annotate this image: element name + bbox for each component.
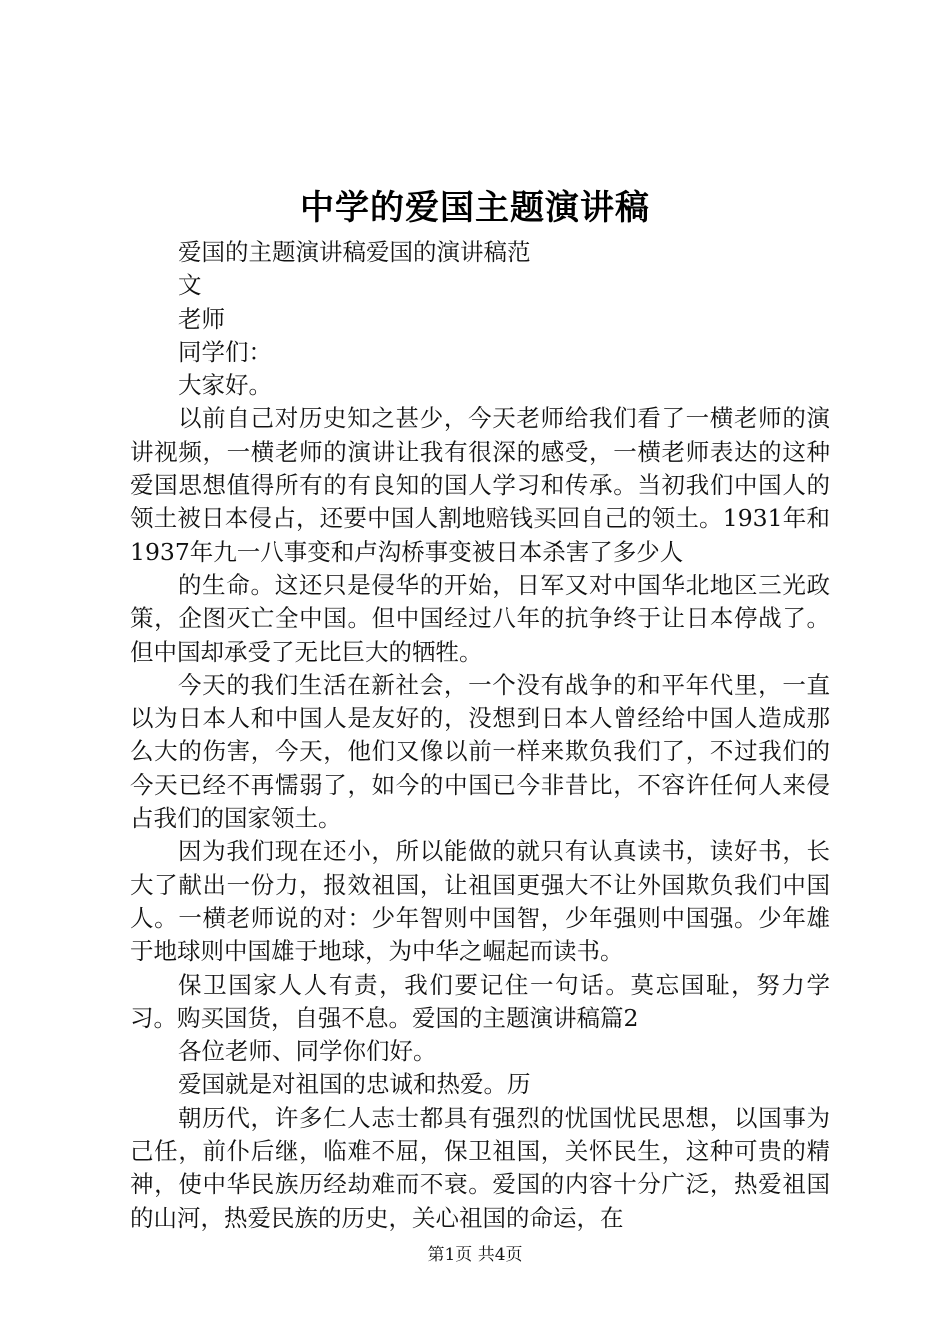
paragraph: 以前自己对历史知之甚少，今天老师给我们看了一横老师的演讲视频，一横老师的演讲让我有很深的感受，一横老师表达的这种爱国思想值得所有的有良知的国人学习和传承。当初我们中国人的领土被日本侵占，还要中国人割地赔钱买回自己的领土。1931年和1937年九一八事变和卢沟桥事变被日本杀害了多少人 xyxy=(130,404,830,566)
paragraph: 老师 xyxy=(178,304,225,333)
document-title: 中学的爱国主题演讲稿 xyxy=(300,188,650,228)
paragraph: 同学们： xyxy=(178,337,272,366)
paragraph: 因为我们现在还小，所以能做的就只有认真读书，读好书，长大了献出一份力，报效祖国，让祖国更强大不让外国欺负我们中国人。一横老师说的对：少年智则中国智，少年强则中国强。少年雄于地球则中国雄于地球，为中华之崛起而读书。 xyxy=(130,837,830,966)
paragraph: 大家好。 xyxy=(178,371,272,400)
paragraph: 保卫国家人人有责，我们要记住一句话。莫忘国耻，努力学习。购买国货，自强不息。爱国的主题演讲稿篇2 xyxy=(130,970,830,1032)
paragraph: 各位老师、同学你们好。 xyxy=(178,1037,437,1066)
page-footer: 第1页 共4页 xyxy=(427,1245,523,1265)
paragraph: 今天的我们生活在新社会，一个没有战争的和平年代里，一直以为日本人和中国人是友好的，没想到日本人曾经给中国人造成那么大的伤害，今天，他们又像以前一样来欺负我们了，不过我们的今天已经不再懦弱了，如今的中国已今非昔比，不容许任何人来侵占我们的国家领土。 xyxy=(130,670,830,833)
document-body xyxy=(130,236,830,1235)
paragraph: 的生命。这还只是侵华的开始，日军又对中国华北地区三光政策，企图灭亡全中国。但中国经过八年的抗争终于让日本停战了。但中国却承受了无比巨大的牺牲。 xyxy=(130,570,830,666)
paragraph: 爱国就是对祖国的忠诚和热爱。历 xyxy=(178,1070,531,1099)
paragraph: 文 xyxy=(178,271,202,300)
paragraph: 朝历代，许多仁人志士都具有强烈的忧国忧民思想，以国事为己任，前仆后继，临难不屈，保卫祖国，关怀民生，这种可贵的精神，使中华民族历经劫难而不衰。爱国的内容十分广泛，热爱祖国的山河，热爱民族的历史，关心祖国的命运，在 xyxy=(130,1103,830,1232)
paragraph: 爱国的主题演讲稿爱国的演讲稿范 xyxy=(178,238,531,266)
